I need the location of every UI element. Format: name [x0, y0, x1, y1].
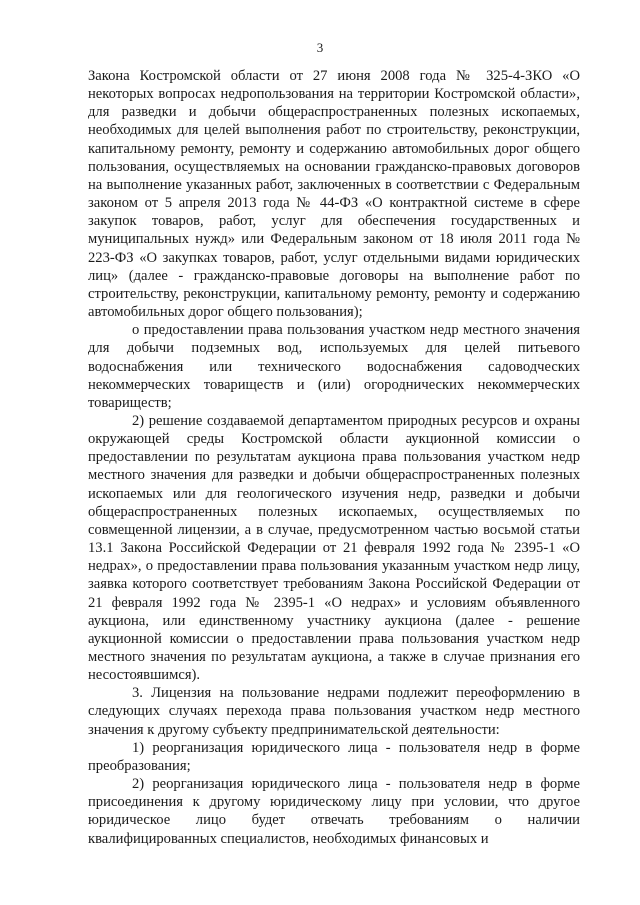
paragraph-reorganization-transformation: 1) реорганизация юридического лица - пользователя недр в форме преобразования;	[88, 739, 580, 774]
paragraph-auction-decision: 2) решение создаваемой департаментом природных ресурсов и охраны окружающей среды Костромской области аукционной комиссии о предоставлении по результатам аукциона права пользования участком недр местного значения для разведки и добычи общераспространенных полезных ископаемых или для геологического изучения недр, разведки и добычи общераспространенных полезных ископаемых, осуществляемых по совмещенной лицензии, а в случае, предусмотренном частью восьмой статьи 13.1 Закона Российской Федерации от 21 февраля 1992 года № 2395-1 «О недрах», о предоставлении права пользования указанным участком недр лицу, заявка которого соответствует требованиям Закона Российской Федерации от 21 февраля 1992 года № 2395-1 «О недрах» и условиям объявленного аукциона, или единственному участнику аукциона (далее - решение аукционной комиссии о предоставлении права пользования участком недр местного значения по результатам аукциона, а также в случае признания его несостоявшимся).	[88, 412, 580, 684]
document-body	[88, 67, 580, 848]
paragraph-groundwater: о предоставлении права пользования участком недр местного значения для добычи подземных вод, используемых для целей питьевого водоснабжения или технического водоснабжения садоводческих некоммерческих товариществ и (или) огороднических некоммерческих товариществ;	[88, 322, 580, 411]
paragraph-law-reference: Закона Костромской области от 27 июня 2008 года № 325-4-ЗКО «О некоторых вопросах недропользования на территории Костромской области», для разведки и добычи общераспространенных полезных ископаемых, необходимых для целей выполнения работ по строительству, реконструкции, капитальному ремонту, ремонту и содержанию автомобильных дорог общего пользования, осуществляемых на основании гражданско-правовых договоров на выполнение указанных работ, заключенных в соответствии с Федеральным законом от 5 апреля 2013 года № 44-ФЗ «О контрактной системе в сфере закупок товаров, работ, услуг для обеспечения государственных и муниципальных нужд» или Федеральным законом от 18 июля 2011 года № 223-ФЗ «О закупках товаров, работ, услуг отдельными видами юридических лиц» (далее - гражданско-правовые договоры на выполнение работ по строительству, реконструкции, капитальному ремонту, ремонту и содержанию автомобильных дорог общего пользования);	[88, 68, 580, 321]
page-number: 3	[316, 40, 324, 55]
paragraph-reorganization-merger: 2) реорганизация юридического лица - пользователя недр в форме присоединения к другому юридическому лицу при условии, что другое юридическое лицо будет отвечать требованиям о наличии квалифицированных специалистов, необходимых финансовых и	[88, 776, 580, 847]
paragraph-license-reissue: 3. Лицензия на пользование недрами подлежит переоформлению в следующих случаях перехода права пользования участком недр местного значения к другому субъекту предпринимательской деятельности:	[88, 685, 580, 738]
